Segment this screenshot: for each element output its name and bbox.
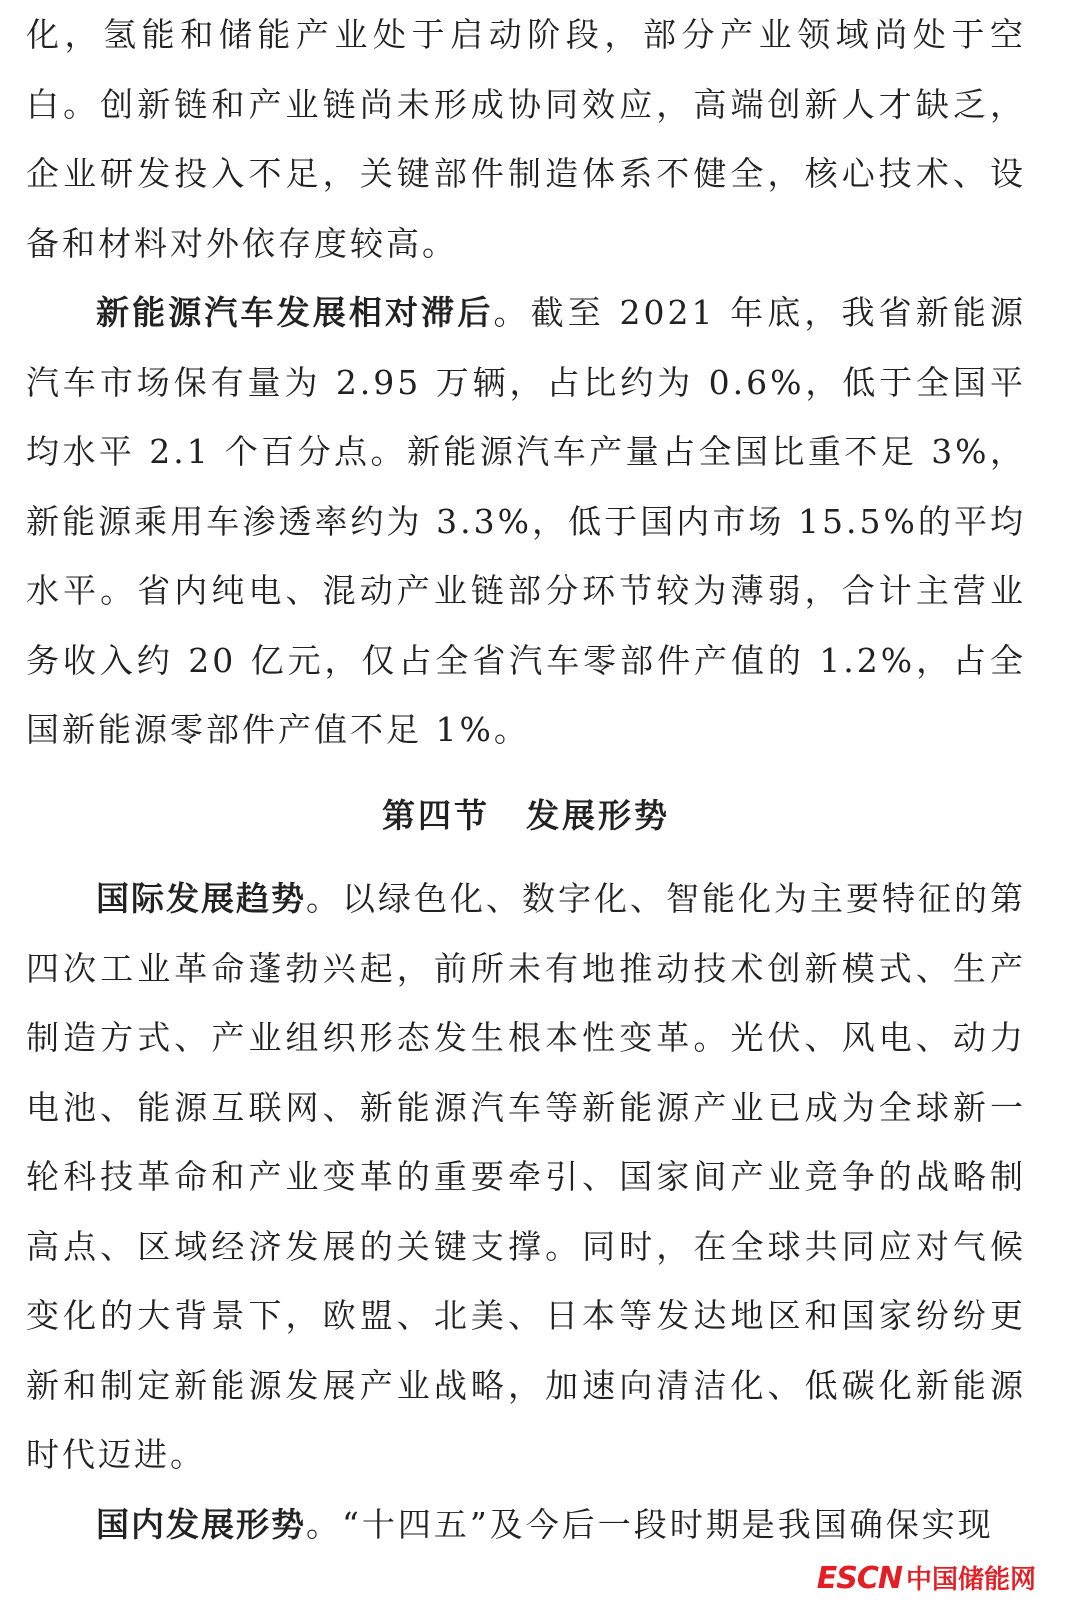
paragraph-lead-heading: 新能源汽车发展相对滞后 [96, 293, 494, 332]
paragraph-continuation [26, 0, 1026, 278]
paragraph-lead-heading: 国内发展形势 [96, 1504, 306, 1544]
paragraph-text: 。“十四五”及今后一段时期是我国确保实现 [306, 1504, 994, 1544]
paragraph-nev [26, 278, 1026, 765]
paragraph-text: 。截至 2021 年底，我省新能源汽车市场保有量为 2.95 万辆，占比约为 0.6%，低于全国平均水平 2.1 个百分点。新能源汽车产量占全国比重不足 3%，新能源乘用车渗透率约为 3.3%，低于国内市场 15.5%的平均水平。省内纯电、混动产业链部分环节较为薄弱，合计主营业务收入约 20 亿元，仅占全省汽车零部件产值的 1.2%，占全国新能源零部件产值不足 1%。 [26, 293, 1026, 749]
paragraph-text: 化，氢能和储能产业处于启动阶段，部分产业领域尚处于空白。创新链和产业链尚未形成协同效应，高端创新人才缺乏，企业研发投入不足，关键部件制造体系不健全，核心技术、设备和材料对外依存度较高。 [26, 15, 1026, 263]
escn-watermark-logo [817, 1559, 1036, 1596]
section-heading: 第四节 发展形势 [382, 795, 670, 835]
paragraph-international [26, 864, 1026, 1490]
watermark-cn: 中国储能网 [905, 1565, 1036, 1595]
document-page [26, 0, 1026, 1559]
paragraph-domestic [26, 1490, 1026, 1560]
paragraph-text: 。以绿色化、数字化、智能化为主要特征的第四次工业革命蓬勃兴起，前所未有地推动技术创新模式、生产制造方式、产业组织形态发生根本性变革。光伏、风电、动力电池、能源互联网、新能源汽车等新能源产业已成为全球新一轮科技革命和产业变革的重要牵引、国家间产业竞争的战略制高点、区域经济发展的关键支撑。同时，在全球共同应对气候变化的大背景下，欧盟、北美、日本等发达地区和国家纷纷更新和制定新能源发展产业战略，加速向清洁化、低碳化新能源时代迈进。 [26, 879, 1026, 1474]
watermark-en: ESCN [816, 1561, 902, 1596]
paragraph-lead-heading: 国际发展趋势 [96, 879, 306, 918]
